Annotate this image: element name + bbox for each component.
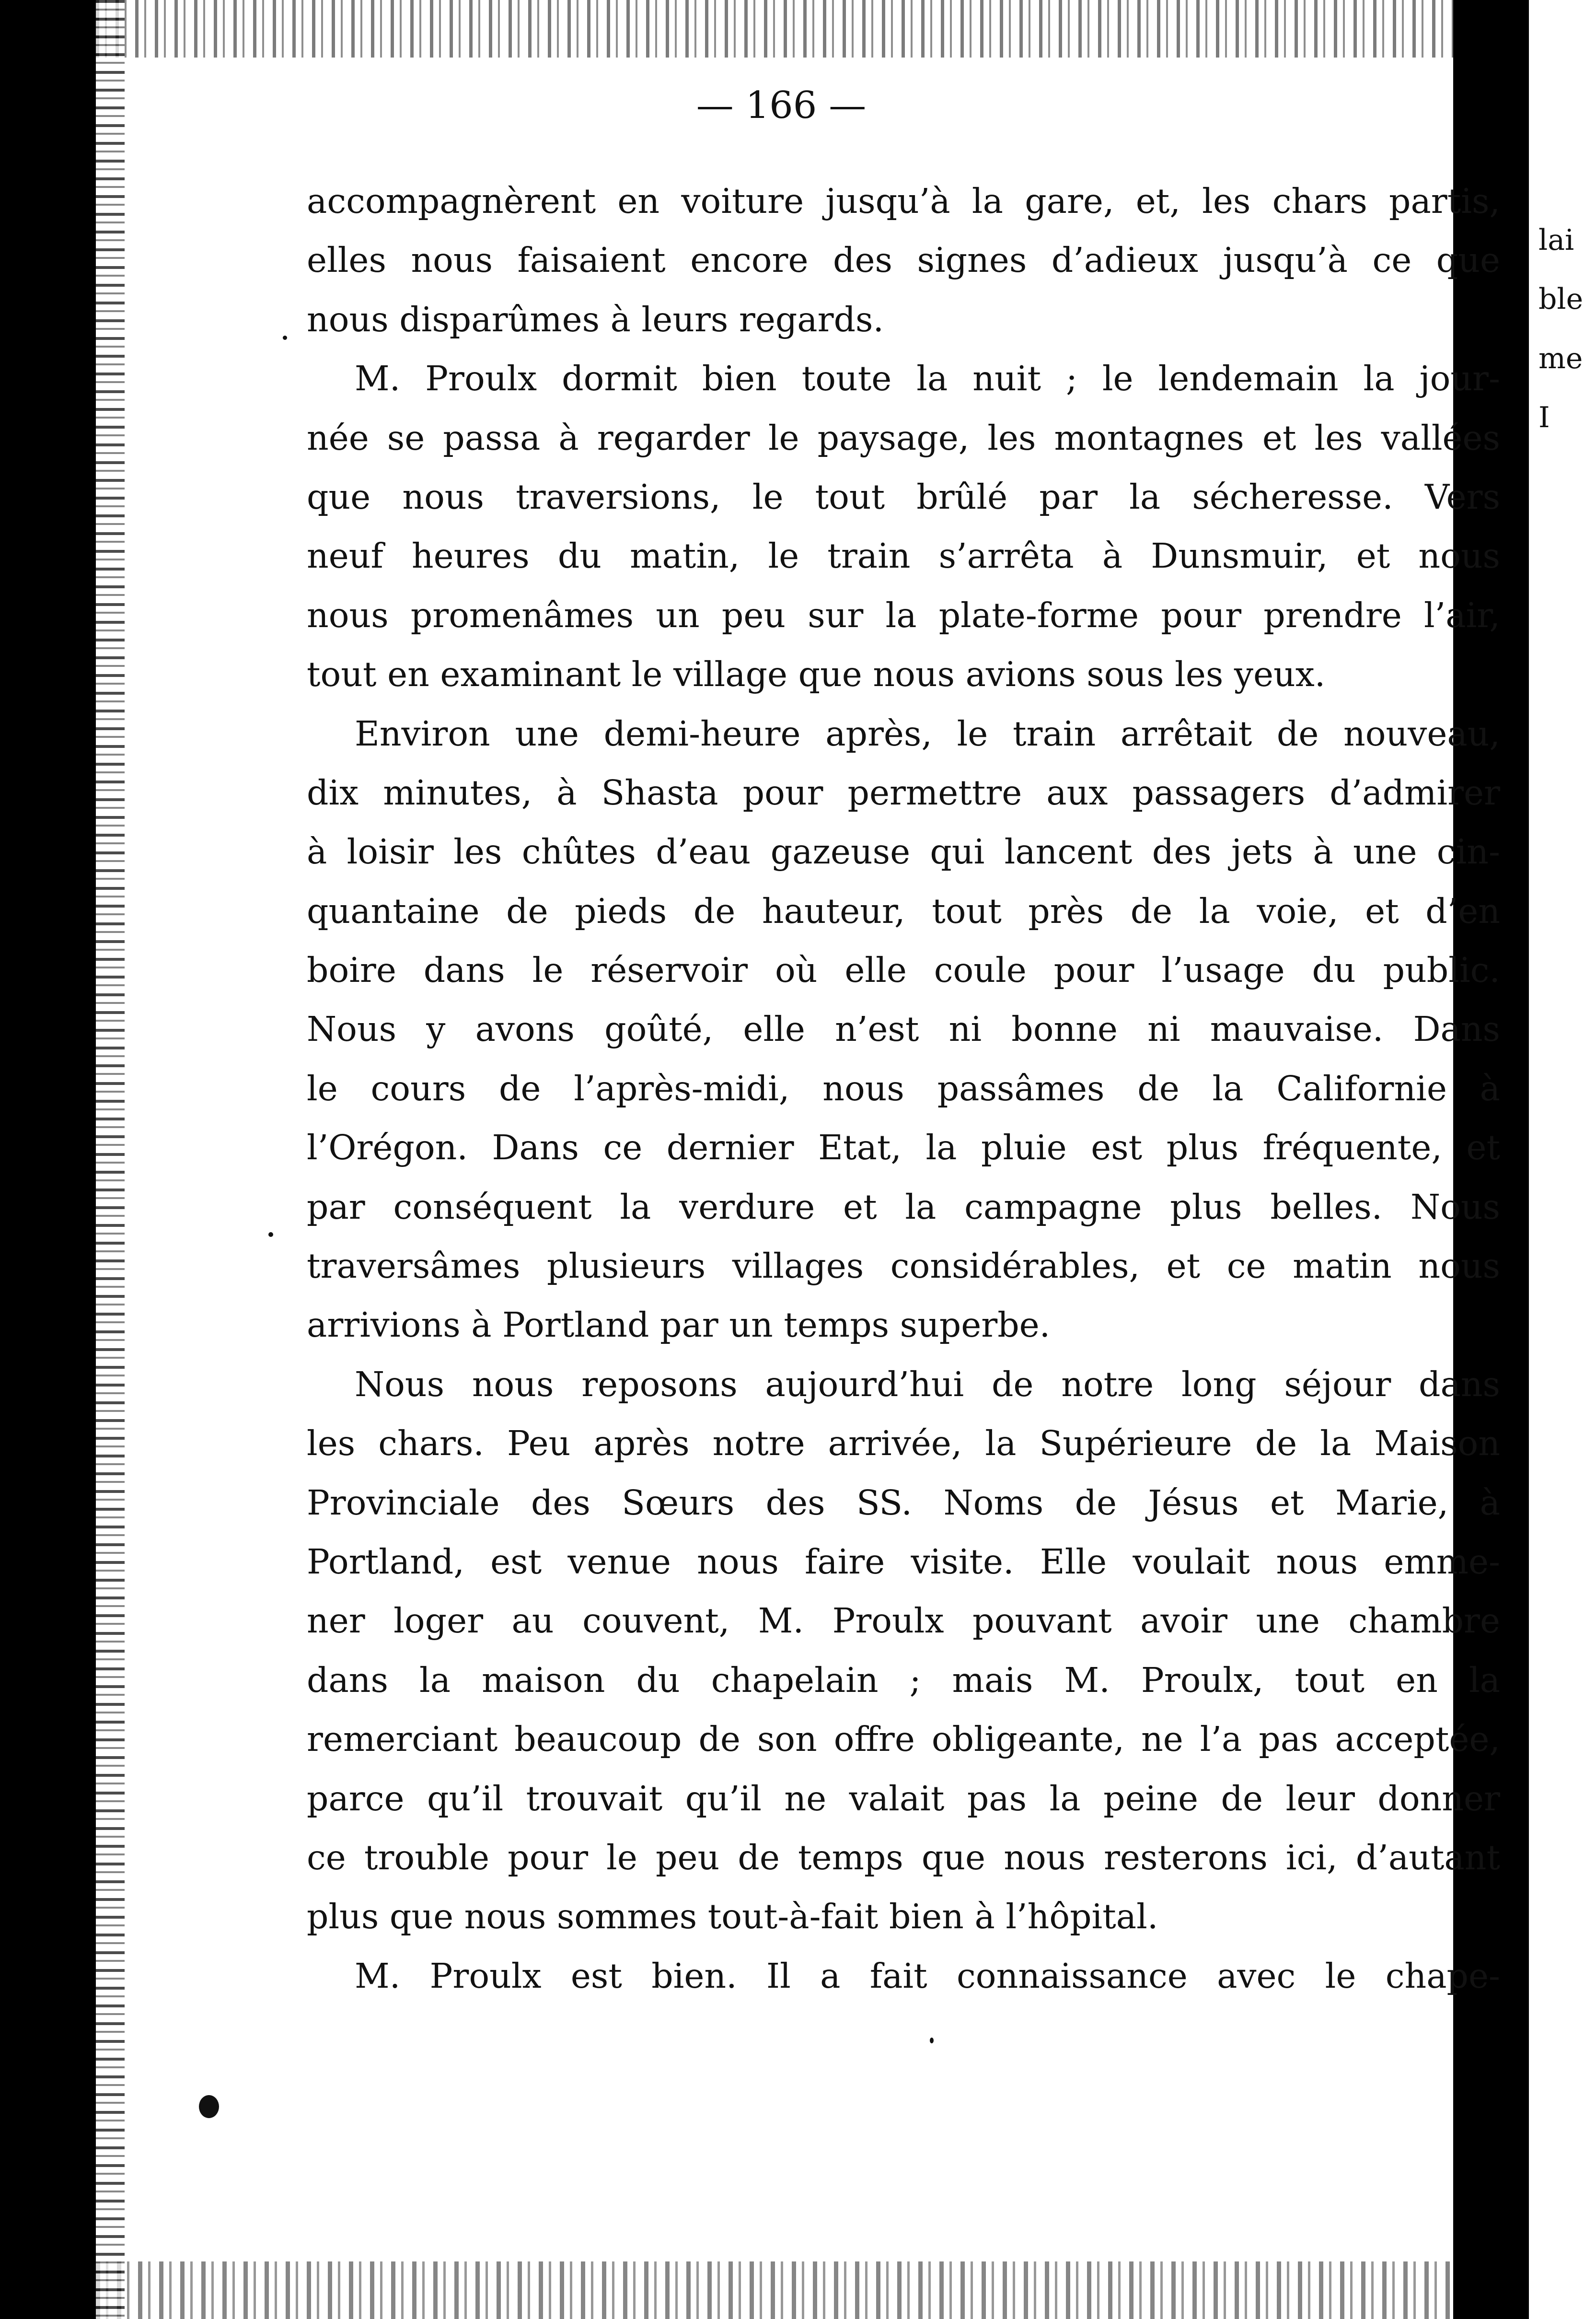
text-line: nous promenâmes un peu sur la plate-forme pour prendre l’air, [307,595,1500,635]
text-line: M. Proulx dormit bien toute la nuit ; le lendemain la jour- [355,359,1500,399]
scan-edge-top [96,0,1467,58]
text-line: Environ une demi-heure après, le train arrêtait de nouveau, [355,713,1500,754]
ink-speck [268,1232,273,1237]
text-line: le cours de l’après-midi, nous passâmes de la Californie à [307,1068,1500,1108]
text-line: neuf heures du matin, le train s’arrêta à Dunsmuir, et nous [307,536,1500,576]
text-line: elles nous faisaient encore des signes d’adieux jusqu’à ce que [307,240,1500,280]
text-line: les chars. Peu après notre arrivée, la Supérieure de la Maison [307,1423,1500,1464]
text-line: parce qu’il trouvait qu’il ne valait pas la peine de leur donner [307,1778,1500,1818]
text-line: quantaine de pieds de hauteur, tout près de la voie, et d’en [307,891,1500,931]
text-line: Nous nous reposons aujourd’hui de notre long séjour dans [355,1364,1500,1404]
text-line: M. Proulx est bien. Il a fait connaissance avec le chape- [355,1956,1500,1996]
text-line: accompagnèrent en voiture jusqu’à la gare, et, les chars partis, [307,181,1500,221]
ink-speck [930,2038,934,2043]
text-line: Provinciale des Sœurs des SS. Noms de Jésus et Marie, à [307,1482,1500,1523]
text-line: Portland, est venue nous faire visite. Elle voulait nous emme- [307,1541,1500,1582]
ink-speck [283,336,287,340]
adjacent-page-text [1538,211,1583,448]
text-line: l’Orégon. Dans ce dernier Etat, la pluie est plus fréquente, et [307,1128,1500,1168]
text-line: dans la maison du chapelain ; mais M. Proulx, tout en la [307,1660,1500,1700]
body-text [307,172,1500,2005]
scan-edge-left [96,0,125,2319]
text-line: ner loger au couvent, M. Proulx pouvant avoir une chambre [307,1601,1500,1641]
adjacent-fragment: I [1538,401,1550,435]
adjacent-fragment: lai [1538,223,1574,257]
text-line: à loisir les chûtes d’eau gazeuse qui lancent des jets à une cin- [307,832,1500,872]
text-line: ce trouble pour le peu de temps que nous resterons ici, d’autant [307,1837,1500,1877]
text-line: par conséquent la verdure et la campagne plus belles. Nous [307,1187,1500,1227]
text-line: née se passa à regarder le paysage, les montagnes et les vallées [307,418,1500,458]
ink-blot [199,2095,219,2118]
text-line: tout en examinant le village que nous avions sous les yeux. [307,654,1326,695]
adjacent-page-strip [1529,0,1596,2319]
text-line: boire dans le réservoir où elle coule pour l’usage du public. [307,950,1500,991]
text-line: plus que nous sommes tout-à-fait bien à l’hôpital. [307,1897,1158,1937]
book-page [96,0,1500,2319]
adjacent-fragment: ble [1538,282,1584,316]
scan-edge-bottom [96,2261,1467,2319]
text-line: traversâmes plusieurs villages considérables, et ce matin nous [307,1246,1500,1286]
text-line: arrivions à Portland par un temps superbe. [307,1305,1051,1345]
text-line: nous disparûmes à leurs regards. [307,299,884,339]
text-line: Nous y avons goûté, elle n’est ni bonne ni mauvaise. Dans [307,1009,1500,1049]
adjacent-fragment: me [1538,341,1583,375]
text-line: remerciant beaucoup de son offre obligeante, ne l’a pas acceptée, [307,1719,1500,1760]
text-line: que nous traversions, le tout brûlé par la sécheresse. Vers [307,477,1500,517]
page-number: — 166 — [696,84,867,127]
text-line: dix minutes, à Shasta pour permettre aux passagers d’admirer [307,772,1500,813]
